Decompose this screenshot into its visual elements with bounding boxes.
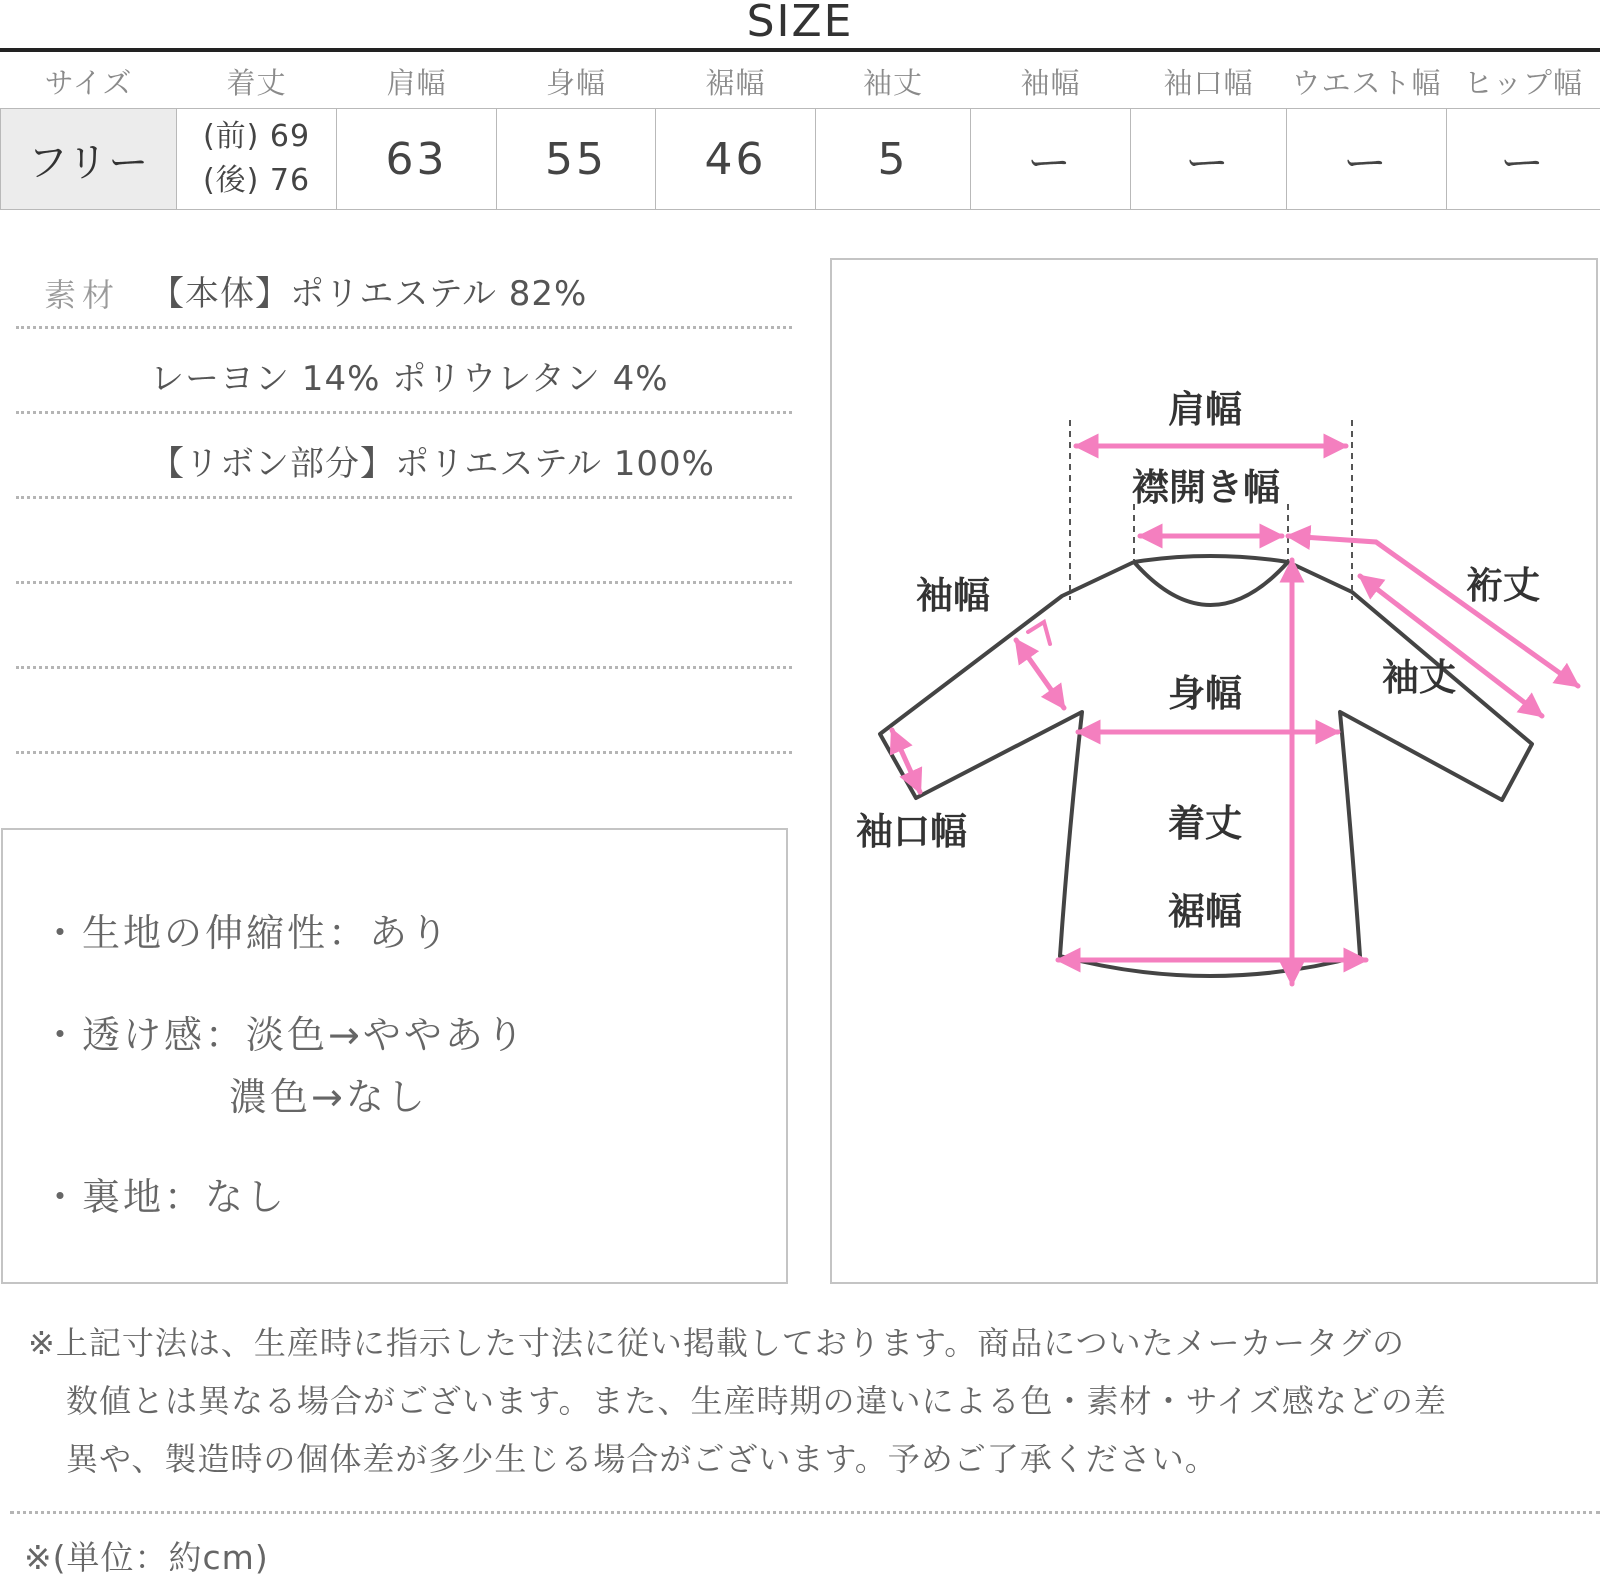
- header-shoulder: 肩幅: [386, 65, 447, 100]
- sheer-dark-property: 濃色→なし: [229, 1075, 428, 1119]
- garment-diagram-svg: [832, 260, 1596, 1282]
- material-row: [16, 584, 792, 669]
- label-neck-width: 襟開き幅: [1132, 466, 1280, 509]
- note-line: 異や、製造時の個体差が多少生じる場合がございます。予めご了承ください。: [66, 1440, 1218, 1478]
- header-waist: ウエスト幅: [1291, 65, 1442, 100]
- cell-length: [177, 109, 337, 210]
- size-table: [0, 54, 1600, 210]
- header-sleeve-length: 袖丈: [862, 65, 923, 100]
- material-line: 【リボン部分】ポリエステル 100%: [150, 444, 715, 484]
- label-sleeve-width: 袖幅: [916, 574, 990, 617]
- material-row: [16, 414, 792, 499]
- label-yuki: 裄丈: [1466, 564, 1540, 607]
- cell-hip: ー: [1447, 109, 1600, 210]
- header-length: 着丈: [226, 65, 287, 100]
- material-section: [16, 244, 792, 754]
- fabric-properties-box: [1, 828, 788, 1284]
- length-front: (前) 69: [202, 119, 311, 154]
- label-body-width: 身幅: [1168, 672, 1242, 715]
- stretch-property: ・生地の伸縮性：あり: [41, 911, 452, 955]
- cell-sleeve-length: 5: [816, 109, 971, 210]
- lining-property: ・裏地：なし: [41, 1175, 288, 1219]
- label-sleeve-length: 袖丈: [1382, 656, 1456, 699]
- material-label: 素材: [44, 276, 121, 314]
- note-line: ※上記寸法は、生産時に指示した寸法に従い掲載しております。商品についたメーカータグの: [28, 1324, 1405, 1362]
- measurement-diagram: [830, 258, 1598, 1284]
- header-size: サイズ: [44, 65, 133, 100]
- cell-waist: ー: [1287, 109, 1447, 210]
- cell-shoulder: 63: [337, 109, 497, 210]
- header-body-width: 身幅: [545, 65, 606, 100]
- header-sleeve-width: 袖幅: [1020, 65, 1081, 100]
- cell-size: フリー: [1, 109, 177, 210]
- table-header-row: [1, 54, 1600, 109]
- material-row: [16, 244, 792, 329]
- title-rule: [0, 48, 1600, 52]
- material-line: レーヨン 14% ポリウレタン 4%: [150, 359, 669, 399]
- sleeve-width-arrow: [1016, 640, 1064, 708]
- length-back: (後) 76: [202, 163, 311, 198]
- size-title: SIZE: [746, 0, 854, 47]
- material-row: [16, 499, 792, 584]
- material-row: [16, 669, 792, 754]
- header-hem-width: 裾幅: [705, 65, 766, 100]
- sleeve-width-tick: [1028, 622, 1050, 644]
- material-line: 【本体】ポリエステル 82%: [150, 274, 588, 314]
- header-cuff-width: 袖口幅: [1163, 65, 1254, 100]
- cell-body-width: 55: [497, 109, 656, 210]
- sheer-property: ・透け感：淡色→ややあり: [41, 1013, 527, 1057]
- note-divider: [10, 1511, 1600, 1514]
- header-hip: ヒップ幅: [1463, 65, 1584, 100]
- note-line: 数値とは異なる場合がございます。また、生産時期の違いによる色・素材・サイズ感などの差: [66, 1382, 1447, 1420]
- cell-cuff-width: ー: [1131, 109, 1287, 210]
- label-cuff-width: 袖口幅: [856, 810, 967, 853]
- cell-hem-width: 46: [656, 109, 816, 210]
- table-row: [1, 109, 1600, 210]
- unit-note: ※(単位：約cm): [24, 1538, 269, 1577]
- material-row: [16, 329, 792, 414]
- label-shoulder: 肩幅: [1168, 388, 1242, 431]
- cell-sleeve-width: ー: [971, 109, 1131, 210]
- label-hem-width: 裾幅: [1168, 890, 1242, 933]
- label-length: 着丈: [1168, 802, 1242, 845]
